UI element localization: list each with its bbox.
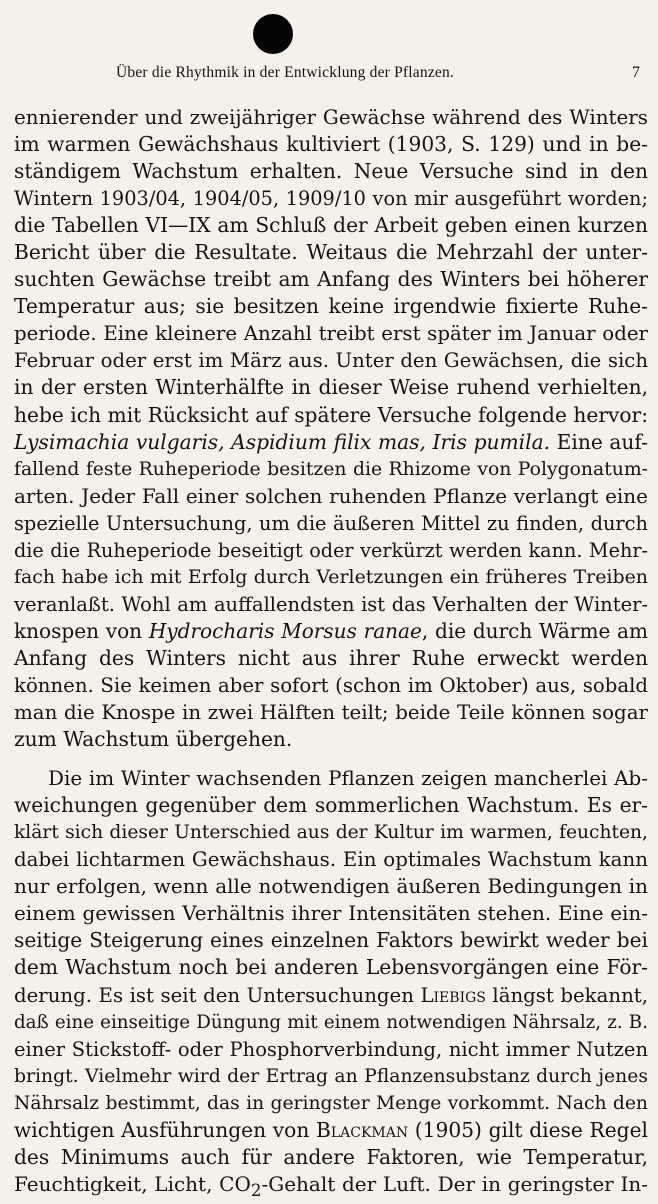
text-line: Wintern 1903/04, 1904/05, 1909/10 von mir ausgeführt worden; bbox=[14, 187, 648, 211]
body-text bbox=[14, 104, 648, 1204]
text-line: periode. Eine kleinere Anzahl treibt erst später im Januar oder bbox=[14, 322, 648, 346]
text-line: ständigem Wachstum erhalten. Neue Versuche sind in den bbox=[14, 159, 648, 184]
page-number: 7 bbox=[632, 64, 640, 81]
text-line: einer Stickstoff- oder Phosphorverbindung, nicht immer Nutzen bbox=[14, 1037, 648, 1061]
text-line: können. Sie keimen aber sofort (schon im Oktober) aus, sobald bbox=[14, 673, 648, 697]
text-line: Temperatur aus; sie besitzen keine irgendwie fixierte Ruhe- bbox=[14, 294, 648, 319]
text-fragment: knospen von bbox=[14, 618, 149, 643]
text-line: klärt sich dieser Unterschied aus der Kultur im warmen, feuchten, bbox=[14, 822, 648, 844]
text-line: in der ersten Winterhälfte in dieser Weise ruhend verhielten, bbox=[14, 375, 648, 400]
author-name: Blackman bbox=[316, 1117, 409, 1142]
text-fragment: derung. Es ist seit den Untersuchungen bbox=[14, 983, 421, 1007]
text-line: arten. Jeder Fall einer solchen ruhenden Pflanze verlangt eine bbox=[14, 483, 648, 508]
species-names: Lysimachia vulgaris, Aspidium filix mas, Iris pumila. bbox=[14, 429, 551, 454]
text-line: dabei lichtarmen Gewächshaus. Ein optimales Wachstum kann bbox=[14, 848, 648, 872]
running-title: Über die Rhythmik in der Entwicklung der Pflanzen. bbox=[116, 64, 455, 81]
paragraph-2 bbox=[14, 765, 648, 1204]
text-line: daß eine einseitige Düngung mit einem notwendigen Nährsalz, z. B. bbox=[14, 1011, 648, 1033]
text-fragment: (1905) gilt diese Regel bbox=[408, 1117, 648, 1142]
text-line: nur erfolgen, wenn alle notwendigen äußeren Bedingungen in bbox=[14, 874, 648, 899]
text-line: im warmen Gewächshaus kultiviert (1903, S. 129) und in be- bbox=[14, 132, 648, 157]
text-line: veranlaßt. Wohl am auffallendsten ist das Verhalten der Winter- bbox=[14, 592, 648, 616]
text-fragment: Feuchtigkeit, Licht, CO bbox=[14, 1171, 251, 1196]
text-line bbox=[14, 1117, 648, 1144]
text-line: seitige Steigerung eines einzelnen Faktors bewirkt weder bei bbox=[14, 928, 648, 953]
text-line: fallend feste Ruheperiode besitzen die Rhizome von Polygonatum- bbox=[14, 458, 648, 480]
text-line: die Tabellen VI—IX am Schluß der Arbeit geben einen kurzen bbox=[14, 213, 648, 238]
text-line: spezielle Untersuchung, um die äußeren Mittel zu finden, durch bbox=[14, 511, 648, 535]
text-line bbox=[14, 982, 648, 1009]
text-fragment: wichtigen Ausführungen von bbox=[14, 1117, 316, 1142]
punch-hole bbox=[253, 14, 293, 54]
text-line: man die Knospe in zwei Hälften teilt; beide Teile können sogar bbox=[14, 701, 648, 725]
author-name: Liebigs bbox=[420, 983, 486, 1007]
text-line: dem Wachstum noch bei anderen Lebensvorgängen eine För- bbox=[14, 955, 648, 980]
text-fragment: -Gehalt der Luft. Der in geringster In- bbox=[261, 1171, 648, 1196]
text-line: weichungen gegenüber dem sommerlichen Wachstum. Es er- bbox=[14, 793, 648, 818]
text-fragment: Eine auf- bbox=[550, 429, 648, 454]
text-line bbox=[14, 618, 648, 645]
text-line: Die im Winter wachsenden Pflanzen zeigen mancherlei Ab- bbox=[48, 767, 648, 791]
text-line: einem gewissen Verhältnis ihrer Intensitäten stehen. Eine ein- bbox=[14, 902, 648, 926]
text-line: Bericht über die Resultate. Weitaus die Mehrzahl der unter- bbox=[14, 240, 648, 265]
text-line: suchten Gewächse treibt am Anfang des Winters bei höherer bbox=[14, 267, 648, 292]
text-line bbox=[14, 1171, 648, 1204]
paragraph-1 bbox=[14, 104, 648, 753]
text-line: hebe ich mit Rücksicht auf spätere Versuche folgende hervor: bbox=[14, 402, 648, 427]
text-line: Februar oder erst im März aus. Unter den Gewächsen, die sich bbox=[14, 349, 648, 373]
text-line: Nährsalz bestimmt, das in geringster Menge vorkommt. Nach den bbox=[14, 1092, 648, 1114]
text-fragment: längst bekannt, bbox=[485, 983, 648, 1007]
paragraph-gap bbox=[14, 753, 648, 765]
text-fragment: , die durch Wärme am bbox=[421, 618, 649, 643]
text-line: des Minimums auch für andere Faktoren, wie Temperatur, bbox=[14, 1144, 648, 1169]
subscript: 2 bbox=[250, 1180, 262, 1200]
text-line: bringt. Vielmehr wird der Ertrag an Pflanzensubstanz durch jenes bbox=[14, 1065, 648, 1087]
text-line: zum Wachstum übergehen. bbox=[14, 727, 293, 752]
text-line bbox=[14, 429, 648, 456]
running-head bbox=[0, 64, 658, 88]
text-line: fach habe ich mit Erfolg durch Verletzungen ein früheres Treiben bbox=[14, 565, 648, 588]
text-line: Anfang des Winters nicht aus ihrer Ruhe erweckt werden bbox=[14, 645, 648, 670]
text-line: die die Ruheperiode beseitigt oder verkürzt werden kann. Mehr- bbox=[14, 538, 648, 562]
text-line: ennierender und zweijähriger Gewächse während des Winters bbox=[14, 106, 648, 129]
species-name: Hydrocharis Morsus ranae bbox=[148, 618, 422, 643]
